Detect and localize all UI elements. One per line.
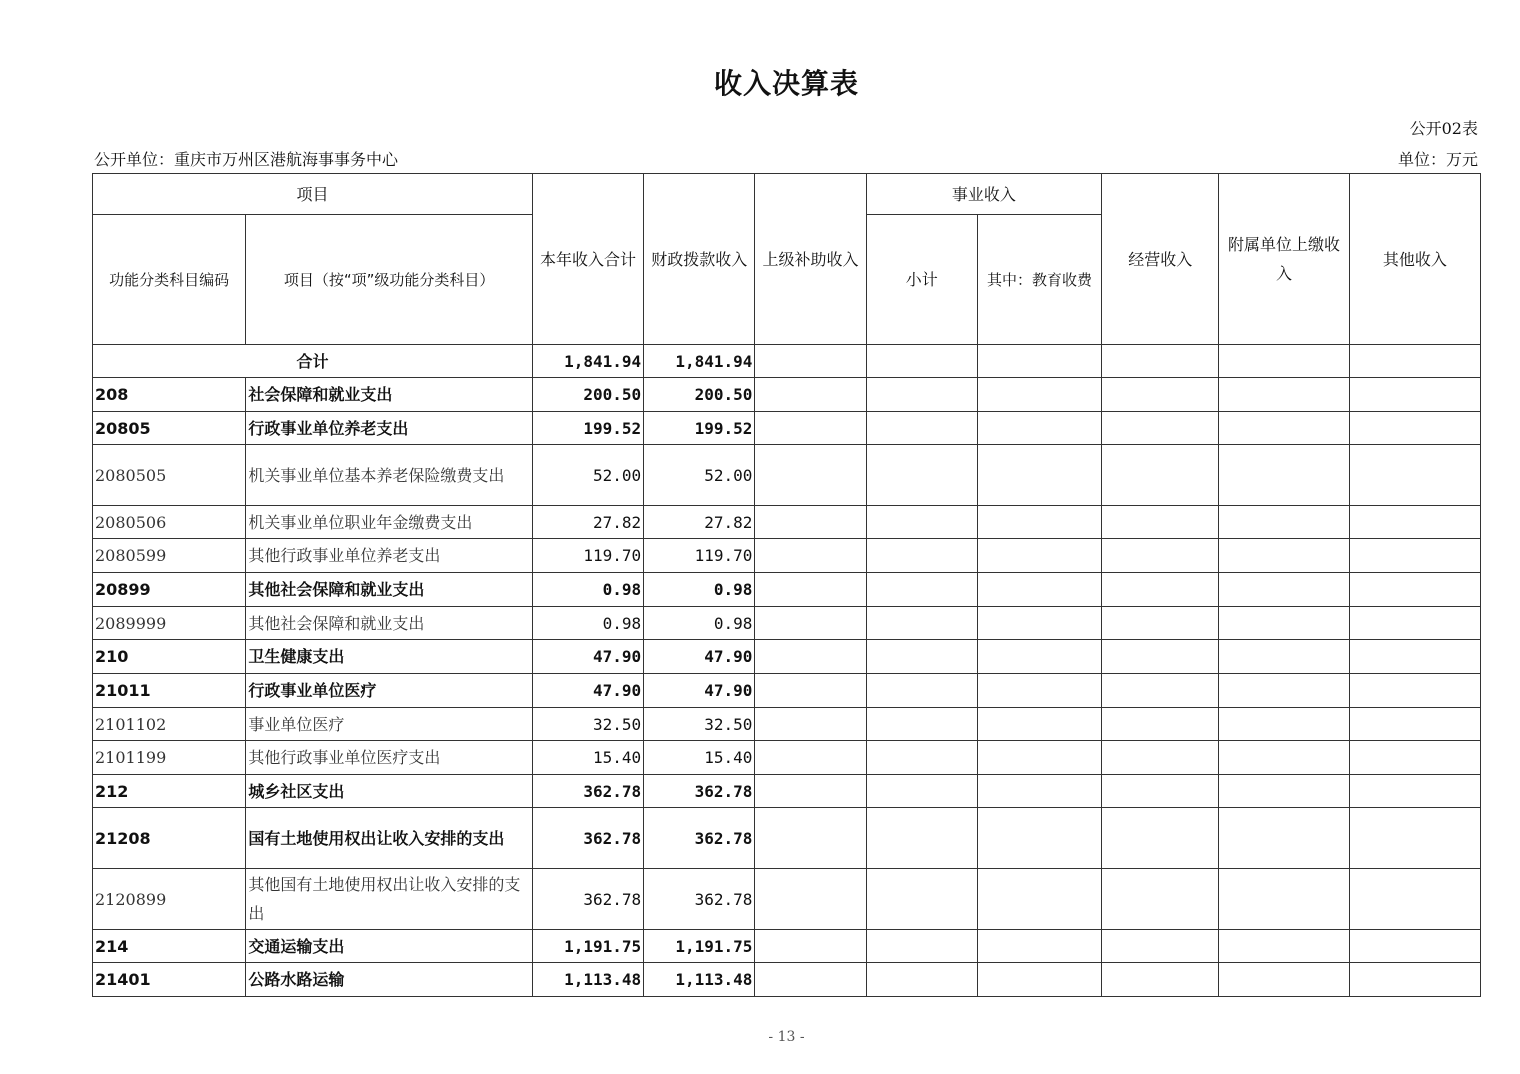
empty-cell — [977, 445, 1101, 506]
empty-cell — [1102, 674, 1219, 708]
empty-cell — [977, 808, 1101, 869]
header-fiscal: 财政拨款收入 — [644, 174, 755, 345]
empty-cell — [977, 963, 1101, 997]
row-name: 机关事业单位基本养老保险缴费支出 — [246, 445, 533, 506]
empty-cell — [1219, 808, 1349, 869]
table-row — [93, 445, 1481, 506]
empty-cell — [866, 412, 977, 445]
empty-cell — [866, 930, 977, 963]
row-fiscal: 32.50 — [644, 708, 755, 741]
empty-cell — [1219, 930, 1349, 963]
empty-cell — [755, 445, 866, 506]
row-total: 27.82 — [532, 506, 643, 539]
empty-cell — [1349, 674, 1480, 708]
row-fiscal: 1,113.48 — [644, 963, 755, 997]
empty-cell — [1349, 930, 1480, 963]
empty-cell — [755, 708, 866, 741]
empty-cell — [977, 708, 1101, 741]
row-name: 行政事业单位养老支出 — [246, 412, 533, 445]
empty-cell — [1102, 607, 1219, 640]
empty-cell — [1349, 869, 1480, 930]
empty-cell — [1102, 869, 1219, 930]
row-code: 2089999 — [93, 607, 246, 640]
empty-cell — [866, 869, 977, 930]
empty-cell — [755, 674, 866, 708]
empty-cell — [755, 573, 866, 607]
row-total: 362.78 — [532, 808, 643, 869]
empty-cell — [1219, 775, 1349, 808]
table-row — [93, 963, 1481, 997]
header-name: 项目（按“项”级功能分类科目） — [246, 215, 533, 345]
total-row — [93, 345, 1481, 378]
empty-cell — [866, 573, 977, 607]
empty-cell — [755, 741, 866, 775]
table-row — [93, 378, 1481, 412]
empty-cell — [977, 640, 1101, 674]
page-number: - 13 - — [768, 1029, 805, 1045]
row-code: 2080506 — [93, 506, 246, 539]
empty-cell — [1102, 741, 1219, 775]
row-code: 21401 — [93, 963, 246, 997]
empty-cell — [1102, 708, 1219, 741]
empty-cell — [1219, 378, 1349, 412]
row-code: 208 — [93, 378, 246, 412]
empty-cell — [1219, 506, 1349, 539]
empty-cell — [1219, 607, 1349, 640]
row-total: 362.78 — [532, 869, 643, 930]
row-name: 城乡社区支出 — [246, 775, 533, 808]
empty-cell — [866, 708, 977, 741]
empty-cell — [755, 808, 866, 869]
empty-cell — [1349, 640, 1480, 674]
empty-cell — [755, 869, 866, 930]
row-fiscal: 0.98 — [644, 573, 755, 607]
row-fiscal: 0.98 — [644, 607, 755, 640]
empty-cell — [1102, 640, 1219, 674]
total-fiscal: 1,841.94 — [644, 345, 755, 378]
reporting-unit: 公开单位：重庆市万州区港航海事事务中心 — [94, 150, 399, 169]
header-business: 经营收入 — [1102, 174, 1219, 345]
table-row — [93, 506, 1481, 539]
row-total: 47.90 — [532, 640, 643, 674]
row-fiscal: 15.40 — [644, 741, 755, 775]
table-row — [93, 573, 1481, 607]
row-code: 2101102 — [93, 708, 246, 741]
row-code: 20899 — [93, 573, 246, 607]
empty-cell — [866, 607, 977, 640]
empty-cell — [1102, 378, 1219, 412]
empty-cell — [1349, 412, 1480, 445]
table-row — [93, 607, 1481, 640]
currency-unit: 单位：万元 — [1397, 150, 1478, 169]
empty-cell — [755, 640, 866, 674]
empty-cell — [1102, 412, 1219, 445]
row-code: 21011 — [93, 674, 246, 708]
empty-cell — [977, 506, 1101, 539]
row-code: 210 — [93, 640, 246, 674]
empty-cell — [977, 573, 1101, 607]
row-code: 2120899 — [93, 869, 246, 930]
header-superior: 上级补助收入 — [755, 174, 866, 345]
empty-cell — [977, 539, 1101, 573]
row-fiscal: 362.78 — [644, 869, 755, 930]
row-total: 47.90 — [532, 674, 643, 708]
income-statement-table — [92, 173, 1481, 997]
row-fiscal: 27.82 — [644, 506, 755, 539]
empty-cell — [1349, 607, 1480, 640]
empty-cell — [977, 607, 1101, 640]
empty-cell — [1102, 775, 1219, 808]
row-name: 卫生健康支出 — [246, 640, 533, 674]
empty-cell — [1219, 674, 1349, 708]
empty-cell — [1219, 640, 1349, 674]
row-name: 国有土地使用权出让收入安排的支出 — [246, 808, 533, 869]
row-fiscal: 362.78 — [644, 775, 755, 808]
row-name: 交通运输支出 — [246, 930, 533, 963]
empty-cell — [755, 963, 866, 997]
empty-cell — [1219, 741, 1349, 775]
table-row — [93, 674, 1481, 708]
empty-cell — [755, 930, 866, 963]
empty-cell — [1349, 708, 1480, 741]
row-code: 21208 — [93, 808, 246, 869]
empty-cell — [977, 775, 1101, 808]
header-total: 本年收入合计 — [532, 174, 643, 345]
row-total: 362.78 — [532, 775, 643, 808]
header-career: 事业收入 — [866, 174, 1102, 215]
row-fiscal: 200.50 — [644, 378, 755, 412]
header-code: 功能分类科目编码 — [93, 215, 246, 345]
row-code: 212 — [93, 775, 246, 808]
row-name: 其他社会保障和就业支出 — [246, 573, 533, 607]
row-name: 其他社会保障和就业支出 — [246, 607, 533, 640]
empty-cell — [1349, 963, 1480, 997]
table-row — [93, 930, 1481, 963]
empty-cell — [1102, 445, 1219, 506]
empty-cell — [866, 775, 977, 808]
empty-cell — [1102, 808, 1219, 869]
empty-cell — [977, 378, 1101, 412]
row-total: 199.52 — [532, 412, 643, 445]
row-total: 15.40 — [532, 741, 643, 775]
row-fiscal: 199.52 — [644, 412, 755, 445]
empty-cell — [1219, 445, 1349, 506]
empty-cell — [977, 674, 1101, 708]
empty-cell — [866, 640, 977, 674]
empty-cell — [977, 741, 1101, 775]
table-row — [93, 708, 1481, 741]
empty-cell — [977, 930, 1101, 963]
empty-cell — [1349, 573, 1480, 607]
row-name: 其他行政事业单位医疗支出 — [246, 741, 533, 775]
total-label: 合计 — [93, 345, 533, 378]
empty-cell — [866, 674, 977, 708]
row-total: 52.00 — [532, 445, 643, 506]
row-fiscal: 47.90 — [644, 640, 755, 674]
empty-cell — [1349, 445, 1480, 506]
row-name: 机关事业单位职业年金缴费支出 — [246, 506, 533, 539]
row-code: 2080505 — [93, 445, 246, 506]
form-number: 公开02表 — [1409, 119, 1478, 138]
empty-cell — [866, 741, 977, 775]
row-fiscal: 119.70 — [644, 539, 755, 573]
row-fiscal: 52.00 — [644, 445, 755, 506]
empty-cell — [1219, 573, 1349, 607]
table-row — [93, 741, 1481, 775]
row-total: 1,191.75 — [532, 930, 643, 963]
total-amount: 1,841.94 — [532, 345, 643, 378]
empty-cell — [755, 506, 866, 539]
row-total: 200.50 — [532, 378, 643, 412]
table-row — [93, 775, 1481, 808]
table-row — [93, 640, 1481, 674]
row-name: 公路水路运输 — [246, 963, 533, 997]
empty-cell — [1219, 412, 1349, 445]
empty-cell — [755, 607, 866, 640]
header-other: 其他收入 — [1349, 174, 1480, 345]
row-fiscal: 362.78 — [644, 808, 755, 869]
row-code: 2080599 — [93, 539, 246, 573]
row-code: 2101199 — [93, 741, 246, 775]
page-title: 收入决算表 — [713, 67, 859, 100]
row-name: 事业单位医疗 — [246, 708, 533, 741]
header-project: 项目 — [93, 174, 533, 215]
empty-cell — [1102, 506, 1219, 539]
row-total: 32.50 — [532, 708, 643, 741]
empty-cell — [1102, 930, 1219, 963]
row-total: 0.98 — [532, 573, 643, 607]
empty-cell — [1349, 775, 1480, 808]
empty-cell — [1349, 378, 1480, 412]
empty-cell — [1219, 708, 1349, 741]
empty-cell — [1102, 963, 1219, 997]
empty-cell — [1219, 539, 1349, 573]
empty-cell — [866, 445, 977, 506]
table-row — [93, 412, 1481, 445]
empty-cell — [866, 539, 977, 573]
empty-cell — [977, 412, 1101, 445]
table-row — [93, 869, 1481, 930]
row-total: 119.70 — [532, 539, 643, 573]
table-row — [93, 539, 1481, 573]
empty-cell — [866, 963, 977, 997]
row-name: 社会保障和就业支出 — [246, 378, 533, 412]
row-code: 214 — [93, 930, 246, 963]
header-affiliated: 附属单位上缴收入 — [1219, 174, 1349, 345]
empty-cell — [1219, 963, 1349, 997]
empty-cell — [977, 869, 1101, 930]
row-name: 其他行政事业单位养老支出 — [246, 539, 533, 573]
empty-cell — [755, 412, 866, 445]
empty-cell — [1349, 741, 1480, 775]
empty-cell — [1349, 539, 1480, 573]
empty-cell — [755, 378, 866, 412]
empty-cell — [866, 808, 977, 869]
row-total: 1,113.48 — [532, 963, 643, 997]
row-total: 0.98 — [532, 607, 643, 640]
empty-cell — [755, 775, 866, 808]
empty-cell — [1219, 869, 1349, 930]
empty-cell — [1102, 573, 1219, 607]
row-fiscal: 1,191.75 — [644, 930, 755, 963]
header-subtotal: 小计 — [866, 215, 977, 345]
empty-cell — [1349, 506, 1480, 539]
empty-cell — [866, 506, 977, 539]
header-education: 其中：教育收费 — [977, 215, 1101, 345]
empty-cell — [1102, 539, 1219, 573]
row-name: 行政事业单位医疗 — [246, 674, 533, 708]
empty-cell — [755, 539, 866, 573]
row-code: 20805 — [93, 412, 246, 445]
empty-cell — [866, 378, 977, 412]
table-row — [93, 808, 1481, 869]
row-name: 其他国有土地使用权出让收入安排的支出 — [246, 869, 533, 930]
row-fiscal: 47.90 — [644, 674, 755, 708]
empty-cell — [1349, 808, 1480, 869]
